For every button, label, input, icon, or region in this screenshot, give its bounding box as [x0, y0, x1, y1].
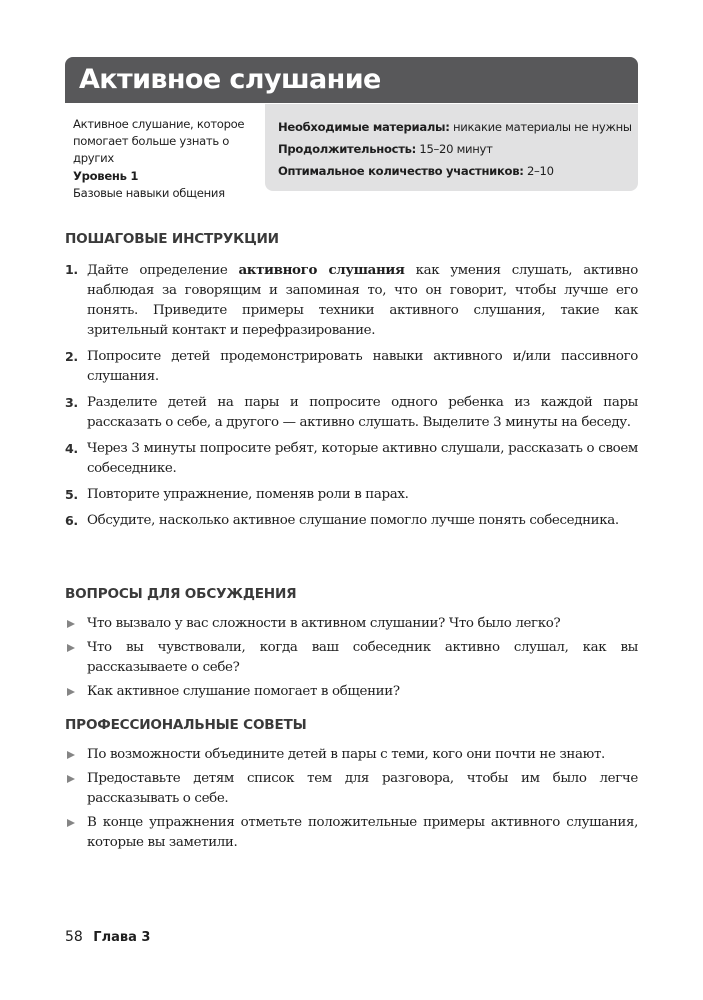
triangle-bullet-icon	[67, 775, 75, 783]
question-text: Как активное слушание помогает в общении?	[87, 684, 400, 699]
step-term: активного слушания	[238, 262, 405, 278]
step-text: Попросите детей продемонстрировать навыки активного и/или пассивного слушания.	[87, 349, 638, 384]
triangle-bullet-icon	[67, 688, 75, 696]
step-number: 4.	[65, 441, 78, 456]
steps-list	[65, 260, 638, 531]
step-text: Повторите упражнение, поменяв роли в парах.	[87, 487, 409, 502]
step-item	[65, 260, 638, 341]
participants-row	[278, 160, 638, 182]
tip-text: Предоставьте детям список тем для разговора, чтобы им было легче рассказывать о себе.	[87, 771, 638, 806]
participants-label: Оптимальное количество участников:	[278, 164, 524, 178]
step-text: Дайте определение	[87, 263, 228, 278]
question-item	[65, 638, 638, 678]
step-text: как умения слушать, активно наблюдая за говорящим и запоминая то, что он говорит, чтобы лучше его понять. Приведите примеры техники активного слушания, такие как зрительный контакт и перефразирование.	[87, 263, 638, 338]
questions-heading: ВОПРОСЫ ДЛЯ ОБСУЖДЕНИЯ	[65, 586, 297, 602]
question-item	[65, 614, 638, 634]
materials-value: никакие материалы не нужны	[452, 120, 632, 134]
step-number: 2.	[65, 349, 78, 364]
step-number: 5.	[65, 487, 78, 502]
step-text: Обсудите, насколько активное слушание помогло лучше понять собеседника.	[87, 513, 619, 528]
question-text: Что вызвало у вас сложности в активном слушании? Что было легко?	[87, 616, 561, 631]
page-number: 58	[65, 929, 83, 945]
page-title: Активное слушание	[79, 64, 381, 95]
tips-list	[65, 745, 638, 853]
triangle-bullet-icon	[67, 644, 75, 652]
step-item	[65, 511, 638, 531]
step-number: 1.	[65, 262, 78, 277]
step-item	[65, 485, 638, 505]
tip-text: В конце упражнения отметьте положительные примеры активного слушания, которые вы заметили.	[87, 815, 638, 850]
duration-value: 15–20 минут	[419, 142, 493, 156]
step-item	[65, 393, 638, 433]
question-item	[65, 682, 638, 702]
step-text: Через 3 минуты попросите ребят, которые активно слушали, рассказать о своем собеседнике.	[87, 441, 638, 476]
steps-heading: ПОШАГОВЫЕ ИНСТРУКЦИИ	[65, 231, 279, 247]
page-footer	[65, 929, 150, 945]
title-banner	[65, 57, 638, 103]
triangle-bullet-icon	[67, 819, 75, 827]
tip-item	[65, 813, 638, 853]
step-item	[65, 439, 638, 479]
duration-label: Продолжительность:	[278, 142, 416, 156]
triangle-bullet-icon	[67, 620, 75, 628]
duration-row	[278, 138, 638, 160]
step-number: 6.	[65, 513, 78, 528]
participants-value: 2–10	[526, 164, 554, 178]
step-item	[65, 347, 638, 387]
activity-description: Активное слушание, которое помогает больше узнать о других	[73, 117, 245, 165]
materials-row	[278, 116, 638, 138]
tip-item	[65, 745, 638, 765]
chapter-label: Глава 3	[93, 930, 151, 945]
tips-heading: ПРОФЕССИОНАЛЬНЫЕ СОВЕТЫ	[65, 717, 307, 733]
step-number: 3.	[65, 395, 78, 410]
activity-summary	[73, 116, 261, 202]
step-text: Разделите детей на пары и попросите одного ребенка из каждой пары рассказать о себе, а другого — активно слушать. Выделите 3 минуты на беседу.	[87, 395, 638, 430]
tip-text: По возможности объедините детей в пары с теми, кого они почти не знают.	[87, 747, 605, 762]
tip-item	[65, 769, 638, 809]
triangle-bullet-icon	[67, 751, 75, 759]
level-label: Уровень 1	[73, 169, 139, 183]
question-text: Что вы чувствовали, когда ваш собеседник активно слушал, как вы рассказываете о себе?	[87, 640, 638, 675]
materials-label: Необходимые материалы:	[278, 120, 450, 134]
level-text: Базовые навыки общения	[73, 186, 225, 200]
activity-details-box	[265, 104, 638, 191]
questions-list	[65, 614, 638, 702]
